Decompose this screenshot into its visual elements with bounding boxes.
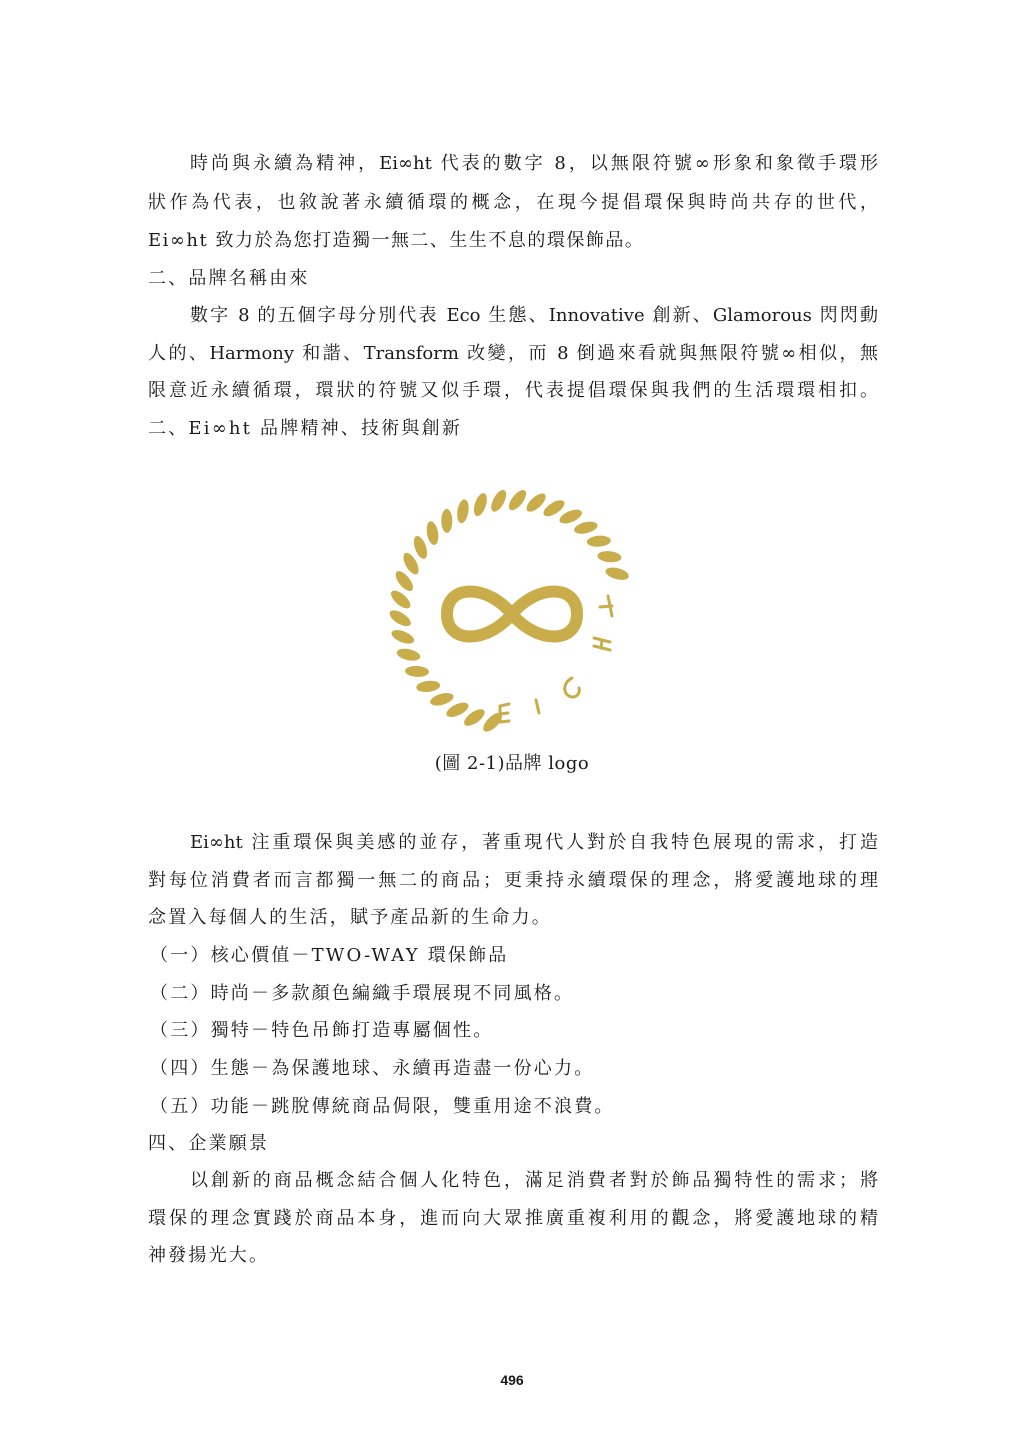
list-item-fashion: （二）時尚－多款顏色編織手環展現不同風格。 (150, 983, 575, 1004)
rope-strand (444, 700, 470, 720)
heading-corporate-vision: 四、企業願景 (148, 1133, 270, 1154)
rope-strand (471, 491, 489, 517)
page-number: 496 (500, 1372, 524, 1388)
rope-strand (387, 607, 413, 629)
rope-strand (488, 488, 509, 514)
list-item-core-value: （一）核心價值－TWO-WAY 環保飾品 (150, 945, 509, 966)
rope-strand (429, 691, 455, 708)
paragraph-2-line-1: 數字 8 的五個字母分別代表 Eco 生態、Innovative 創新、Glamorous 閃閃動 (190, 305, 878, 326)
rope-strand (586, 535, 611, 548)
rope-strand (558, 507, 584, 527)
paragraph-3-line-2: 對每位消費者而言都獨一無二的商品；更秉持永續環保的理念，將愛護地球的理 (148, 870, 878, 891)
paragraph-1-line-1: 時尚與永續為精神，Ei∞ht 代表的數字 8，以無限符號∞形象和象徵手環形 (190, 153, 878, 174)
paragraph-1-line-3: Ei∞ht 致力於為您打造獨一無二、生生不息的環保飾品。 (148, 230, 645, 251)
rope-strand (396, 647, 422, 663)
paragraph-2-line-3: 限意近永續循環，環狀的符號又似手環，代表提倡環保與我們的生活環環相扣。 (148, 380, 878, 401)
rope-strand (441, 509, 452, 533)
paragraph-3-line-3: 念置入每個人的生活，賦予產品新的生命力。 (148, 907, 552, 928)
rope-strand (506, 487, 529, 513)
paragraph-4-line-1: 以創新的商品概念結合個人化特色，滿足消費者對於飾品獨特性的需求；將 (190, 1170, 878, 1191)
rope-strand (456, 499, 471, 524)
rope-strand (405, 665, 430, 677)
rope-strand (573, 519, 599, 535)
list-item-unique: （三）獨特－特色吊飾打造專屬個性。 (150, 1020, 494, 1041)
heading-brand-name-origin: 二、品牌名稱由來 (148, 268, 310, 289)
list-item-ecology: （四）生態－為保護地球、永續再造盡一份心力。 (150, 1058, 595, 1079)
rope-strand (390, 627, 416, 646)
figure-caption: (圖 2-1)品牌 logo (434, 753, 590, 774)
brand-logo (372, 484, 652, 744)
list-item-function: （五）功能－跳脫傳統商品侷限，雙重用途不浪費。 (150, 1096, 615, 1117)
rope-strand (411, 534, 429, 560)
rope-strand (597, 550, 622, 563)
paragraph-3-line-1: Ei∞ht 注重環保與美感的並存，著重現代人對於自我特色展現的需求，打造 (190, 832, 878, 853)
paragraph-4-line-2: 環保的理念實踐於商品本身，進而向大眾推廣重複利用的觀念，將愛護地球的精 (148, 1208, 878, 1229)
paragraph-4-line-3: 神發揚光大。 (148, 1245, 270, 1266)
rope-strand (425, 520, 440, 546)
rope-strand (416, 680, 441, 694)
heading-brand-spirit: 二、Ei∞ht 品牌精神、技術與創新 (148, 418, 463, 439)
paragraph-2-line-2: 人的、Harmony 和諧、Transform 改變，而 8 倒過來看就與無限符號∞相似，無 (148, 343, 878, 364)
infinity-symbol-icon (447, 592, 577, 637)
rope-strand (388, 587, 413, 611)
rope-strand (604, 565, 630, 582)
paragraph-1-line-2: 狀作為代表，也敘說著永續循環的概念，在現今提倡環保與時尚共存的世代， (148, 192, 878, 213)
